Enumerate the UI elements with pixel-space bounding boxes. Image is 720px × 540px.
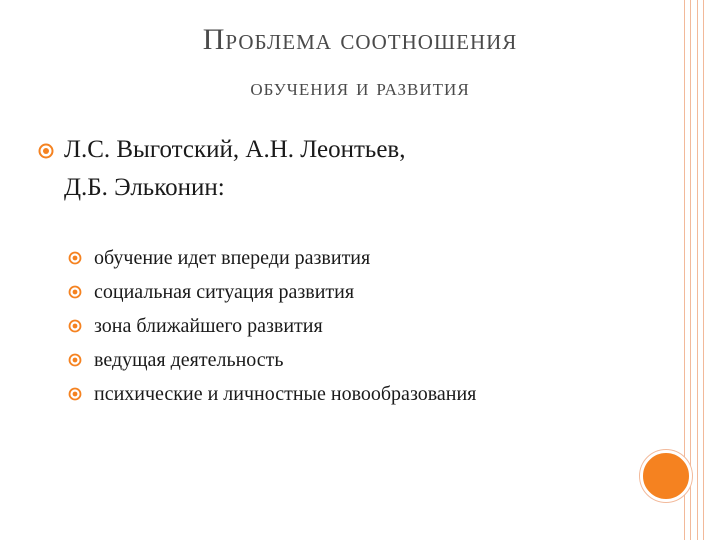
ring-bullet-icon [38, 143, 54, 159]
sub-points-list [68, 241, 476, 411]
decor-line-2 [690, 0, 691, 540]
list-item [68, 309, 476, 343]
decor-orange-circle [640, 450, 692, 502]
decor-line-3 [697, 0, 698, 540]
list-item-text: социальная ситуация развития [94, 281, 355, 303]
list-item [68, 275, 476, 309]
ring-bullet-icon [68, 319, 82, 333]
title-line-1: Проблема соотношения [202, 23, 518, 56]
main-point-line-2: Д.Б. Эльконин: [64, 174, 225, 201]
ring-bullet-icon [68, 285, 82, 299]
ring-bullet-icon [68, 353, 82, 367]
list-item-text: зона ближайшего развития [94, 315, 323, 337]
list-item [68, 377, 476, 411]
list-item-text: ведущая деятельность [94, 349, 284, 371]
main-point-line-1: Л.С. Выготский, А.Н. Леонтьев, [64, 136, 406, 163]
slide-title [100, 18, 620, 108]
title-line-2: обучения и развития [250, 75, 470, 101]
ring-bullet-icon [68, 387, 82, 401]
list-item [68, 343, 476, 377]
decor-line-4 [703, 0, 704, 540]
main-point [38, 131, 598, 207]
ring-bullet-icon [68, 251, 82, 265]
list-item-text: обучение идет впереди развития [94, 247, 371, 269]
list-item-text: психические и личностные новообразования [94, 383, 477, 405]
list-item [68, 241, 476, 275]
